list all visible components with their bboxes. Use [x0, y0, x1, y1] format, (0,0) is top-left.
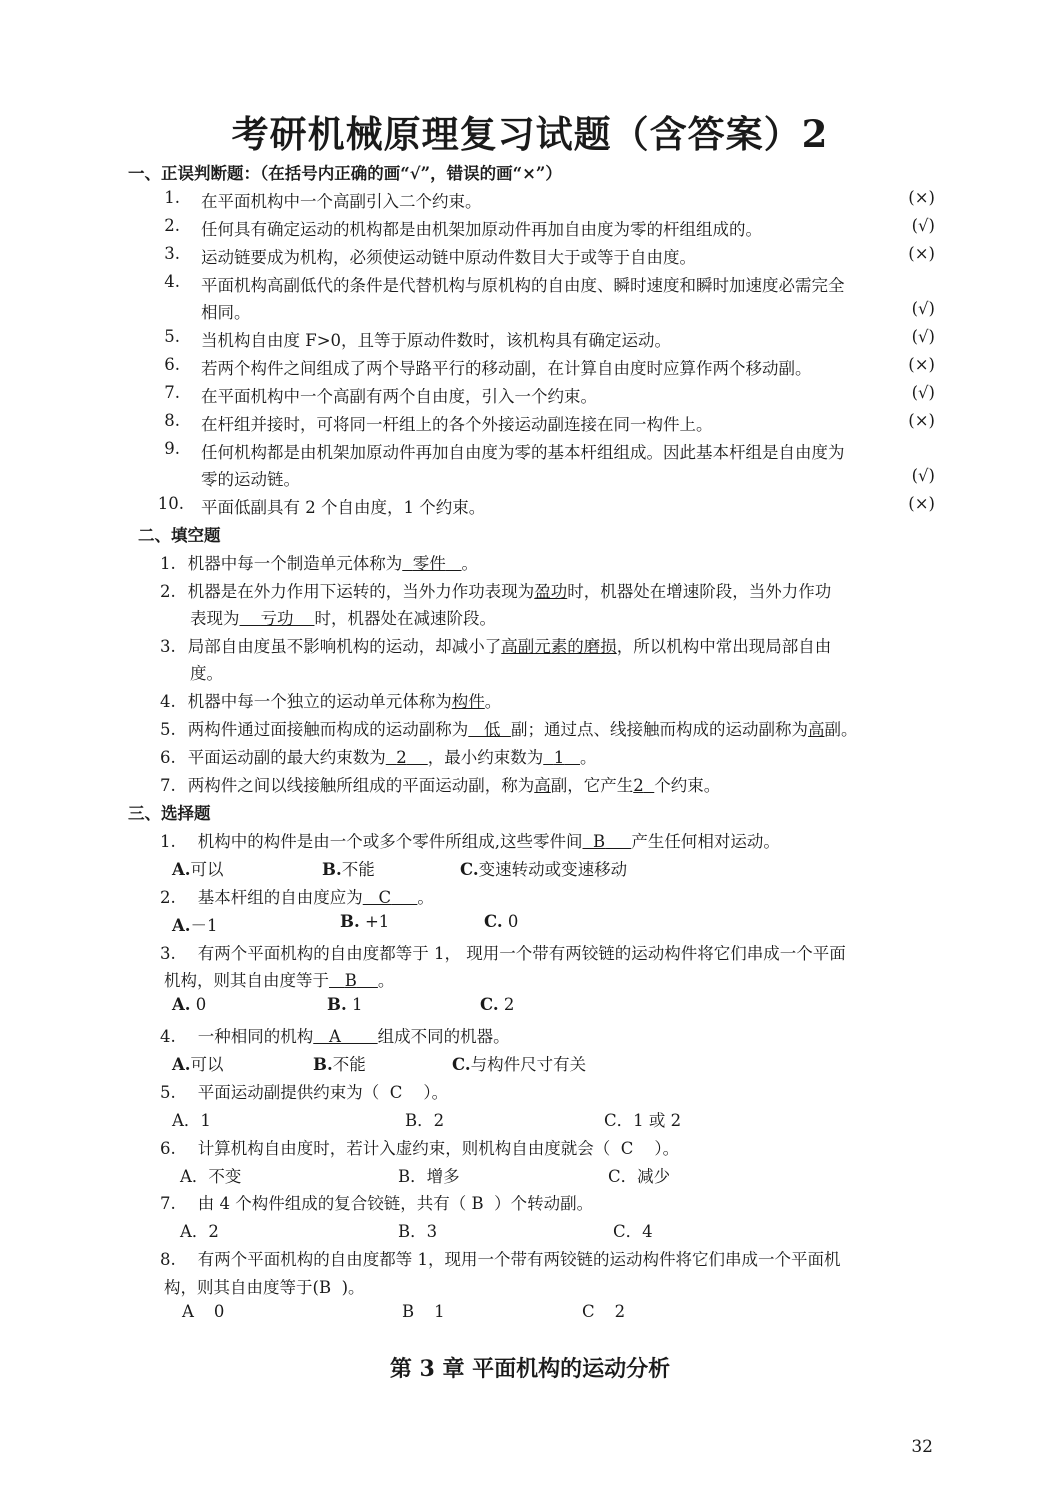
choice-option: A. 0 — [172, 995, 207, 1014]
fill-item-continuation: 度。 — [190, 664, 223, 683]
fill-item: 1. 机器中每一个制造单元体称为 零件 。 — [160, 554, 478, 573]
judgement-answer: (√) — [911, 216, 935, 235]
choice-question-continuation: 机构，则其自由度等于 B 。 — [164, 971, 395, 990]
choice-option: C. 0 — [484, 912, 519, 931]
judgement-item: 2. 任何具有确定运动的机构都是由机架加原动件再加自由度为零的杆组组成的。 — [164, 216, 762, 239]
fill-item-continuation: 表现为 亏功 时，机器处在减速阶段。 — [190, 609, 496, 628]
judgement-answer: (×) — [908, 494, 935, 513]
judgement-item: 9. 任何机构都是由机架加原动件再加自由度为零的基本杆组组成。因此基本杆组是自由度为 — [164, 439, 845, 462]
judgement-answer: (×) — [908, 355, 935, 374]
choice-option: C. 2 — [480, 995, 515, 1014]
choice-option: C．1 或 2 — [604, 1111, 682, 1130]
choice-option: A 0 — [182, 1302, 225, 1321]
judgement-item: 1. 在平面机构中一个高副引入二个约束。 — [164, 188, 482, 211]
choice-option: C 2 — [582, 1302, 626, 1321]
fill-item: 2. 机器是在外力作用下运转的，当外力作功表现为盈功时，机器处在增速阶段，当外力作功 — [160, 582, 832, 601]
chapter-heading: 第 3 章 平面机构的运动分析 — [389, 1356, 671, 1382]
choice-option: C.与构件尺寸有关 — [452, 1055, 587, 1074]
choice-option: C.变速转动或变速移动 — [460, 860, 628, 879]
choice-question: 6. 计算机构自由度时，若计入虚约束，则机构自由度就会（ C ）。 — [160, 1139, 680, 1158]
choice-option: B.不能 — [322, 860, 375, 879]
section-heading-judgement: 一、正误判断题：（在括号内正确的画“√”，错误的画“×”） — [128, 164, 562, 183]
fill-item: 3. 局部自由度虽不影响机构的运动，却减小了高副元素的磨损，所以机构中常出现局部自由 — [160, 637, 832, 656]
fill-item: 6. 平面运动副的最大约束数为 2 ，最小约束数为 1 。 — [160, 748, 597, 767]
section-heading-choice: 三、选择题 — [128, 804, 211, 823]
judgement-item: 10. 平面低副具有 2 个自由度，1 个约束。 — [157, 494, 486, 517]
judgement-answer: (√) — [911, 327, 935, 346]
choice-option: A．1 — [172, 1111, 211, 1130]
judgement-answer: (√) — [911, 383, 935, 402]
choice-option: A．不变 — [180, 1167, 242, 1186]
judgement-answer: (×) — [908, 244, 935, 263]
judgement-answer: (×) — [908, 411, 935, 430]
choice-option: B. +1 — [340, 912, 390, 931]
choice-option: B 1 — [402, 1302, 445, 1321]
choice-option: A.－1 — [172, 916, 218, 935]
judgement-item: 4. 平面机构高副低代的条件是代替机构与原机构的自由度、瞬时速度和瞬时加速度必需完全 — [164, 272, 845, 295]
page-title: 考研机械原理复习试题（含答案）2 — [231, 112, 829, 156]
choice-question: 7. 由 4 个构件组成的复合铰链，共有（ B ）个转动副。 — [160, 1194, 594, 1213]
choice-question: 3. 有两个平面机构的自由度都等于 1， 现用一个带有两铰链的运动构件将它们串成一个平面 — [160, 944, 846, 963]
choice-option: C．4 — [613, 1222, 653, 1241]
judgement-answer: (√) — [911, 299, 935, 318]
choice-option: B. 1 — [327, 995, 363, 1014]
choice-question: 8. 有两个平面机构的自由度都等 1，现用一个带有两铰链的运动构件将它们串成一个平面机 — [160, 1250, 841, 1269]
choice-question-continuation: 构，则其自由度等于(B )。 — [164, 1278, 365, 1297]
choice-option: A.可以 — [172, 860, 224, 879]
choice-option: B．增多 — [398, 1167, 460, 1186]
fill-item: 7. 两构件之间以线接触所组成的平面运动副，称为高副，它产生2 个约束。 — [160, 776, 721, 795]
judgement-item-continuation: 相同。 — [201, 303, 251, 322]
choice-option: C．减少 — [608, 1167, 671, 1186]
judgement-answer: (×) — [908, 188, 935, 207]
choice-option: B．2 — [405, 1111, 445, 1130]
judgement-item: 5. 当机构自由度 F>0，且等于原动件数时，该机构具有确定运动。 — [164, 327, 672, 350]
fill-item: 4. 机器中每一个独立的运动单元体称为构件。 — [160, 692, 502, 711]
judgement-item: 8. 在杆组并接时，可将同一杆组上的各个外接运动副连接在同一构件上。 — [164, 411, 713, 434]
choice-option: B.不能 — [313, 1055, 366, 1074]
choice-option: A．2 — [180, 1222, 219, 1241]
section-heading-fill-in: 二、填空题 — [138, 526, 221, 545]
judgement-item: 6. 若两个构件之间组成了两个导路平行的移动副，在计算自由度时应算作两个移动副。 — [164, 355, 812, 378]
judgement-answer: (√) — [911, 466, 935, 485]
choice-option: B．3 — [398, 1222, 438, 1241]
choice-question: 1. 机构中的构件是由一个或多个零件所组成,这些零件间 B 产生任何相对运动。 — [160, 832, 780, 851]
choice-option: A.可以 — [172, 1055, 224, 1074]
judgement-item: 7. 在平面机构中一个高副有两个自由度，引入一个约束。 — [164, 383, 597, 406]
fill-item: 5. 两构件通过面接触而构成的运动副称为 低 副；通过点、线接触而构成的运动副称为高副。 — [160, 720, 858, 739]
judgement-item-continuation: 零的运动链。 — [201, 470, 300, 489]
page-number: 32 — [911, 1437, 933, 1457]
judgement-item: 3. 运动链要成为机构，必须使运动链中原动件数目大于或等于自由度。 — [164, 244, 696, 267]
choice-question: 4. 一种相同的机构 A 组成不同的机器。 — [160, 1027, 510, 1046]
choice-question: 5. 平面运动副提供约束为（ C ）。 — [160, 1083, 449, 1102]
choice-question: 2. 基本杆组的自由度应为 C 。 — [160, 888, 434, 907]
